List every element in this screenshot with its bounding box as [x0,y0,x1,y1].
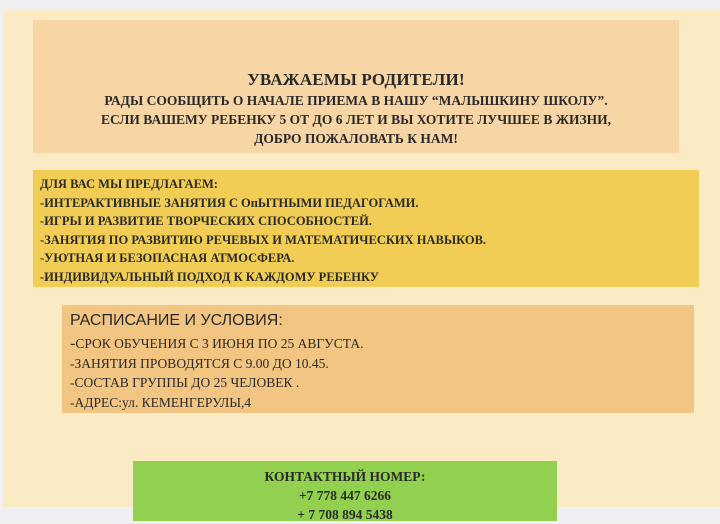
greeting-block [33,20,679,153]
greeting-line: ЕСЛИ ВАШЕМУ РЕБЕНКУ 5 ОТ ДО 6 ЛЕТ И ВЫ ХОТИТЕ ЛУЧШЕЕ В ЖИЗНИ, [100,112,612,127]
contact-phone[interactable]: + 7 708 894 5438 [297,507,393,522]
offer-heading: ДЛЯ ВАС МЫ ПРЕДЛАГАЕМ: [40,177,218,191]
offer-item: -УЮТНАЯ И БЕЗОПАСНАЯ АТМОСФЕРА. [40,251,295,266]
offer-block [33,170,699,287]
offer-item: -ИНТЕРАКТИВНЫЕ ЗАНЯТИЯ С ОпЫТНЫМИ ПЕДАГОГАМИ. [40,195,419,210]
schedule-item: -ЗАНЯТИЯ ПРОВОДЯТСЯ С 9.00 ДО 10.45. [70,355,329,371]
schedule-dash: - [70,335,76,352]
offer-item: -ИГРЫ И РАЗВИТИЕ ТВОРЧЕСКИХ СПОСОБНОСТЕЙ. [40,214,372,229]
flyer-page [3,10,720,522]
greeting-title: УВАЖАЕМЫ РОДИТЕЛИ! [247,70,465,89]
greeting-line: РАДЫ СООБЩИТЬ О НАЧАЛЕ ПРИЕМА В НАШУ “МАЛЫШКИНУ ШКОЛУ”. [104,93,608,108]
greeting-line: ДОБРО ПОЖАЛОВАТЬ К НАМ! [254,131,458,146]
schedule-block [62,305,694,413]
contact-heading: КОНТАКТНЫЙ НОМЕР: [264,469,426,484]
contact-phone[interactable]: +7 778 447 6266 [298,488,392,503]
offer-item: -ЗАНЯТИЯ ПО РАЗВИТИЮ РЕЧЕВЫХ И МАТЕМАТИЧЕСКИХ НАВЫКОВ. [40,232,487,247]
schedule-item: -СОСТАВ ГРУППЫ ДО 25 ЧЕЛОВЕК . [70,375,300,390]
contact-block [133,461,557,521]
schedule-title: РАСПИСАНИЕ И УСЛОВИЯ: [70,312,283,329]
offer-item: -ИНДИВИДУАЛЬНЫЙ ПОДХОД К КАЖДОМУ РЕБЕНКУ [40,269,379,284]
schedule-item-text: СРОК ОБУЧЕНИЯ С 3 ИЮНЯ ПО 25 АВГУСТА. [75,336,364,351]
schedule-item [70,334,694,354]
schedule-item: -АДРЕС:ул. КЕМЕНГЕРУЛЫ,4 [70,394,252,410]
